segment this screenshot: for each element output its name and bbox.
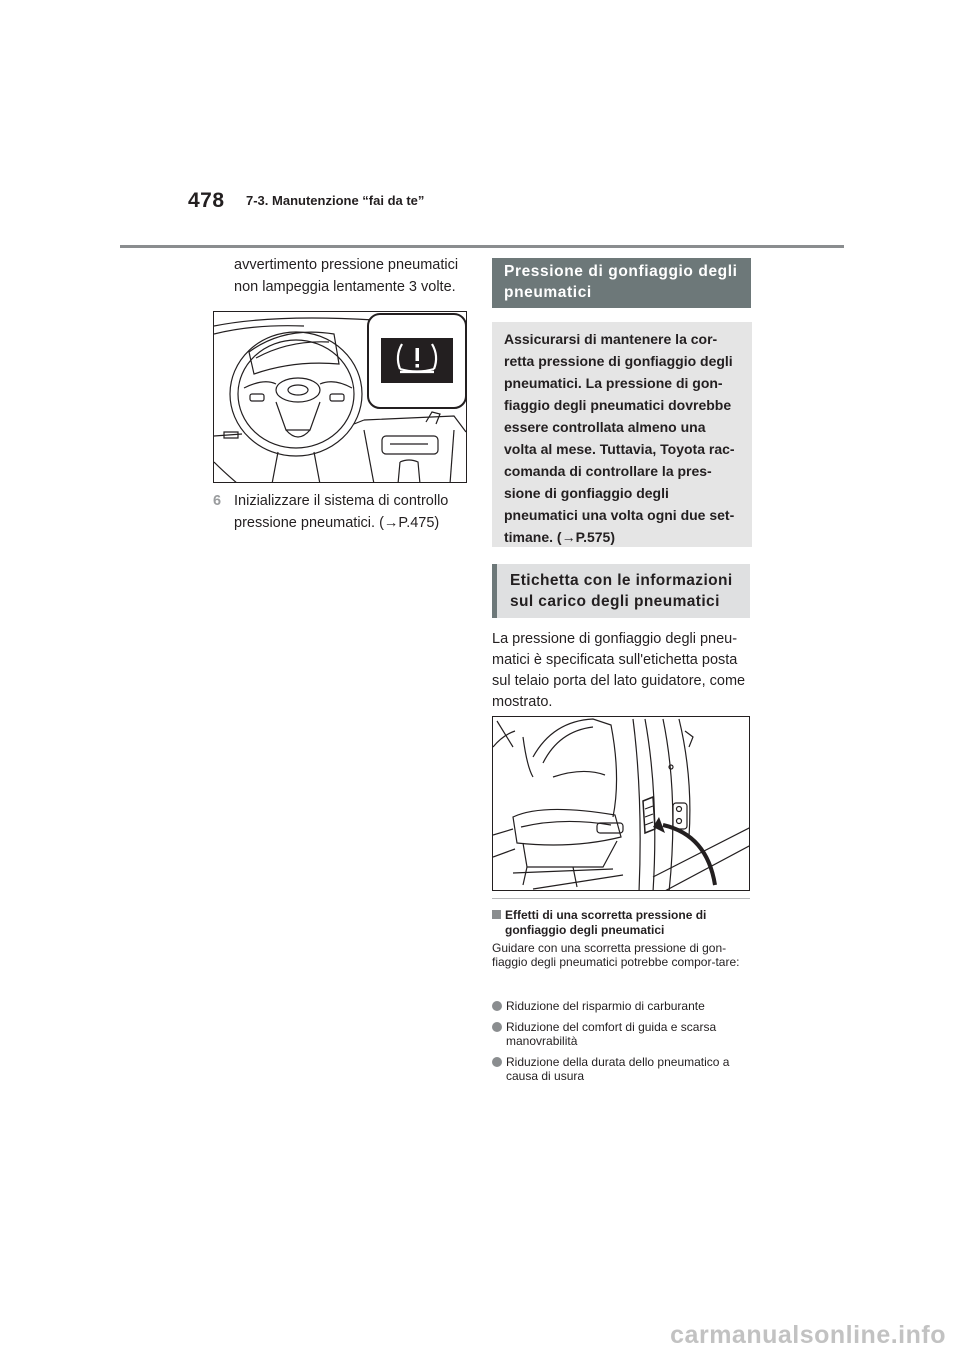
section-title: 7-3. Manutenzione “fai da te” [246, 193, 425, 208]
list-item [492, 1055, 750, 1083]
dashboard-drawing [214, 312, 467, 483]
door-frame-drawing [493, 717, 750, 891]
note-heading [492, 908, 750, 938]
note-body: Guidare con una scorretta pressione di gon-fiaggio degli pneumatici potrebbe compor-tare: [492, 941, 740, 969]
list-item [492, 1020, 750, 1048]
circle-bullet-icon [492, 1057, 502, 1067]
dashboard-illustration [213, 311, 467, 483]
list-item-text: Riduzione della durata dello pneumatico a causa di usura [506, 1055, 730, 1083]
heading-tire-pressure: Pressione di gonfiaggio degli pneumatici [492, 258, 751, 308]
header-divider [120, 245, 844, 248]
note-divider [492, 898, 750, 899]
step-6 [213, 490, 471, 534]
square-bullet-icon [492, 910, 501, 919]
watermark[interactable]: carmanualsonline.info [670, 1321, 946, 1349]
list-item-text: Riduzione del risparmio di carburante [506, 999, 705, 1013]
circle-bullet-icon [492, 1022, 502, 1032]
list-item-text: Riduzione del comfort di guida e scarsa manovrabilità [506, 1020, 717, 1048]
step-text: Inizializzare il sistema di controllo pressione pneumatici. (→P.475) [234, 493, 449, 531]
effects-list [492, 999, 750, 1090]
step-number: 6 [213, 493, 222, 509]
page-number: 478 [188, 189, 225, 212]
note-heading-text: Effetti di una scorretta pressione di gonfiaggio degli pneumatici [505, 908, 707, 937]
continued-instruction [213, 254, 471, 298]
circle-bullet-icon [492, 1001, 502, 1011]
heading-tire-label: Etichetta con le informazioni sul carico degli pneumatici [492, 564, 750, 618]
continued-text: avvertimento pressione pneumatici non lampeggia lentamente 3 volte. [234, 257, 459, 295]
label-description: La pressione di gonfiaggio degli pneu-matici è specificata sull'etichetta posta sul telaio porta del lato guidatore, come mostrato. [492, 631, 746, 710]
list-item [492, 999, 750, 1013]
info-box-pressure: Assicurarsi di mantenere la cor-retta pressione di gonfiaggio degli pneumatici. La pressione di gon-fiaggio degli pneumatici dovrebbe essere controllata almeno una volta al mese. Tuttavia, Toyota rac-comanda di controllare la pres-sione di gonfiaggio degli pneumatici una volta ogni due set-timane. (→P.575) [492, 322, 752, 547]
door-label-illustration [492, 716, 750, 891]
